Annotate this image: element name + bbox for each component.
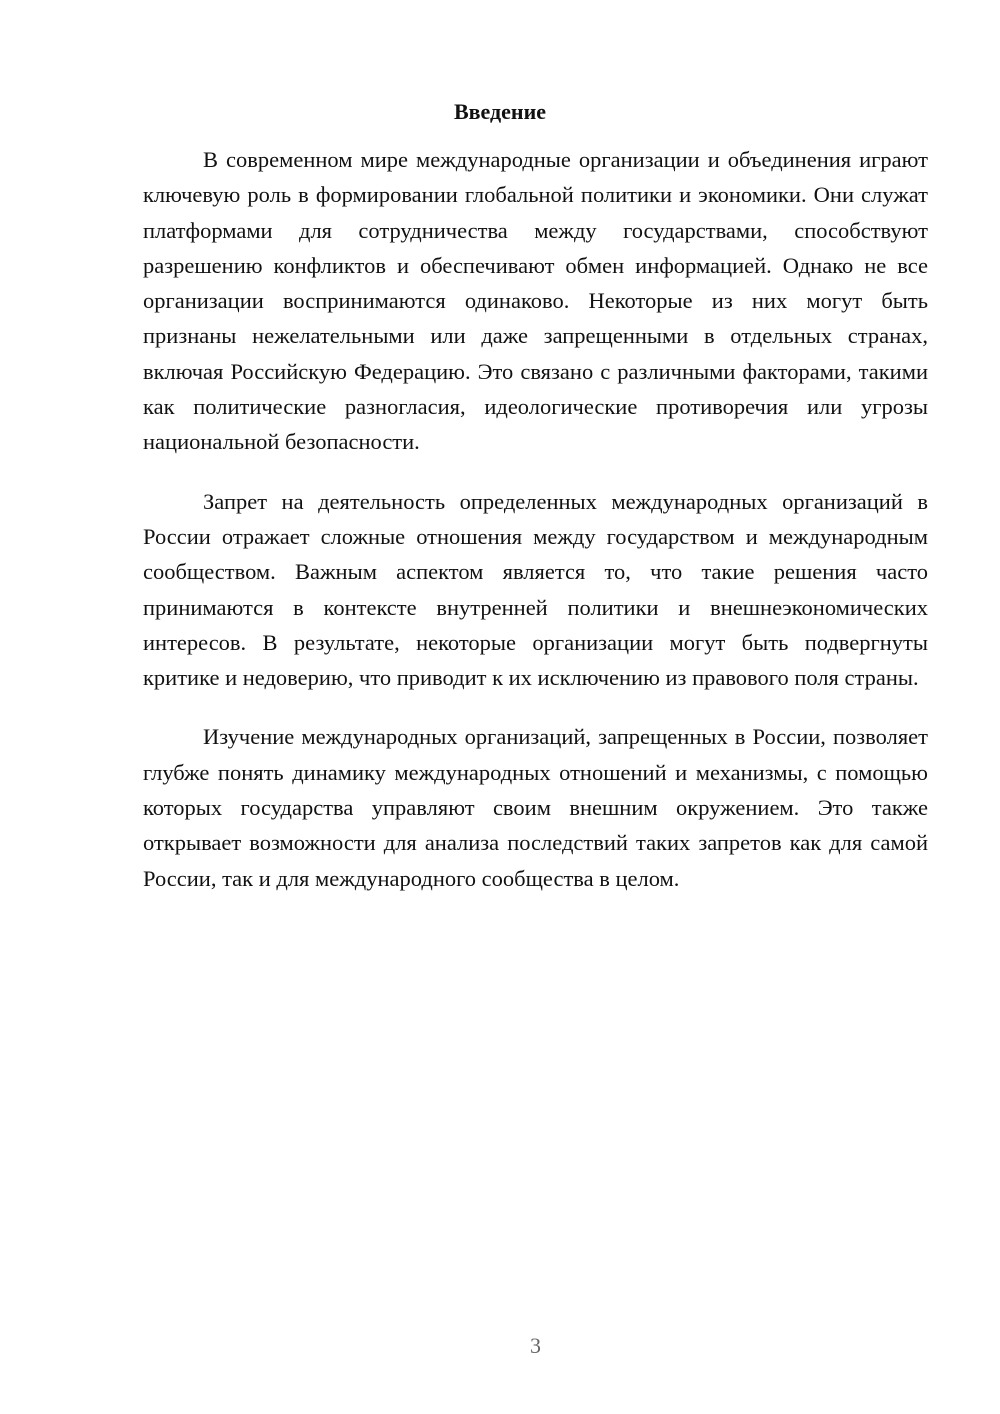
paragraph-1: В современном мире международные организации и объединения играют ключевую роль в формировании глобальной политики и экономики. Они служат платформами для сотрудничества между государствами, способствуют разрешению конфликтов и обеспечивают обмен информацией. Однако не все организации воспринимаются одинаково. Некоторые из них могут быть признаны нежелательными или даже запрещенными в отдельных странах, включая Российскую Федерацию. Это связано с различными факторами, такими как политические разногласия, идеологические противоречия или угрозы национальной безопасности.	[143, 147, 928, 455]
paragraph-3: Изучение международных организаций, запрещенных в России, позволяет глубже понять динамику международных отношений и механизмы, с помощью которых государства управляют своим внешним окружением. Это также открывает возможности для анализа последствий таких запретов как для самой России, так и для международного сообщества в целом.	[143, 724, 928, 891]
paragraph-2: Запрет на деятельность определенных международных организаций в России отражает сложные отношения между государством и международным сообществом. Важным аспектом является то, что такие решения часто принимаются в контексте внутренней политики и внешнеэкономических интересов. В результате, некоторые организации могут быть подвергнуты критике и недоверию, что приводит к их исключению из правового поля страны.	[143, 488, 928, 691]
section-title: Введение	[453, 99, 547, 124]
body-text	[143, 142, 928, 920]
page-number: 3	[530, 1333, 541, 1358]
